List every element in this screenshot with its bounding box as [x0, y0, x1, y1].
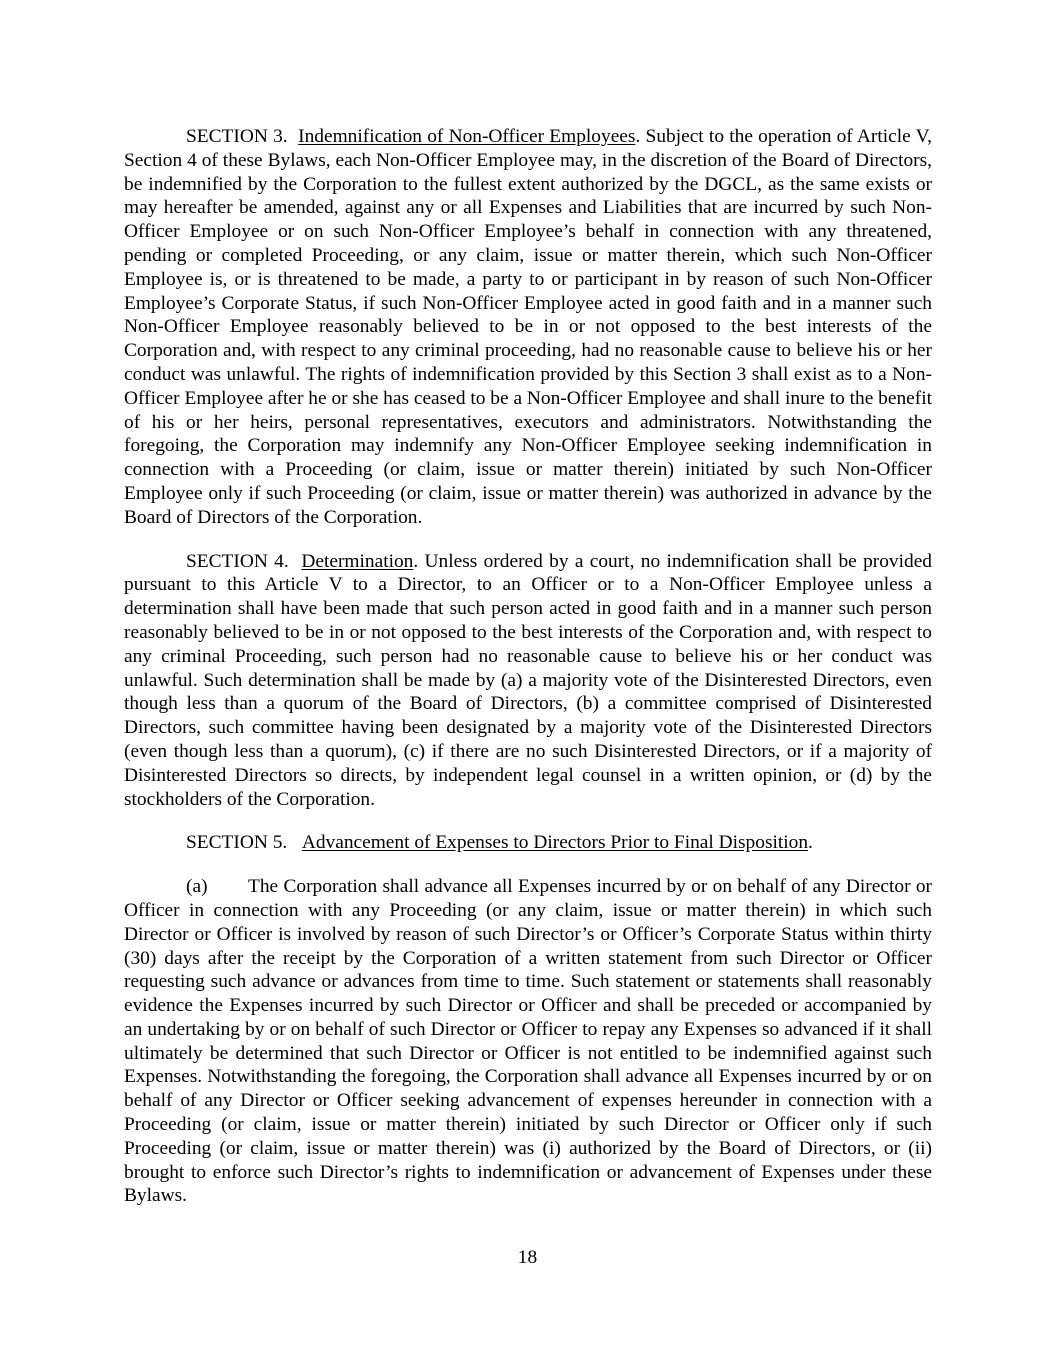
section-5a-body: The Corporation shall advance all Expenses incurred by or on behalf of any Director or Officer in connection with any Proceeding (or any claim, issue or matter therein) in which such Director or Officer is involved by reason of such Director’s or Officer’s Corporate Status within thirty (30) days after the receipt by the Corporation of a written statement from such Director or Officer requesting such advance or advances from time to time. Such statement or statements shall reasonably evidence the Expenses incurred by such Director or Officer and shall be preceded or accompanied by an undertaking by or on behalf of such Director or Officer to repay any Expenses so advanced if it shall ultimately be determined that such Director or Officer is not entitled to be indemnified against such Expenses. Notwithstanding the foregoing, the Corporation shall advance all Expenses incurred by or on behalf of any Director or Officer seeking advancement of expenses hereunder in connection with a Proceeding (or claim, issue or matter therein) initiated by such Director or Officer only if such Proceeding (or claim, issue or matter therein) was (i) authorized by the Board of Directors, or (ii) brought to enforce such Director’s rights to indemnification or advancement of Expenses under these Bylaws.	[124, 876, 932, 1207]
section-5a-label: (a)	[186, 876, 208, 898]
section-4-body: . Unless ordered by a court, no indemnification shall be provided pursuant to this Article V to a Director, to an Officer or to a Non-Officer Employee unless a determination shall have been made that such person acted in good faith and in a manner such person reasonably believed to be in or not opposed to the best interests of the Corporation and, with respect to any criminal Proceeding, such person had no reasonable cause to believe his or her conduct was unlawful. Such determination shall be made by (a) a majority vote of the Disinterested Directors, even though less than a quorum of the Board of Directors, (b) a committee comprised of Disinterested Directors, such committee having been designated by a majority vote of the Disinterested Directors (even though less than a quorum), (c) if there are no such Disinterested Directors, or if a majority of Disinterested Directors so directs, by independent legal counsel in a written opinion, or (d) by the stockholders of the Corporation.	[124, 550, 932, 810]
section-4-title: Determination	[301, 550, 414, 572]
section-3-title: Indemnification of Non-Officer Employees	[298, 126, 636, 147]
section-3-label: SECTION 3.	[186, 126, 288, 147]
section-4-label: SECTION 4.	[186, 550, 289, 572]
paragraph-spacer	[124, 811, 932, 831]
section-3-body: . Subject to the operation of Article V, Section 4 of these Bylaws, each Non-Officer Employee may, in the discretion of the Board of Directors, be indemnified by the Corporation to the fullest extent authorized by the DGCL, as the same exists or may hereafter be amended, against any or all Expenses and Liabilities that are incurred by such Non-Officer Employee or on such Non-Officer Employee’s behalf in connection with any threatened, pending or completed Proceeding, or any claim, issue or matter therein, which such Non-Officer Employee is, or is threatened to be made, a party to or participant in by reason of such Non-Officer Employee’s Corporate Status, if such Non-Officer Employee acted in good faith and in a manner such Non-Officer Employee reasonably believed to be in or not opposed to the best interests of the Corporation and, with respect to any criminal proceeding, had no reasonable cause to believe his or her conduct was unlawful. The rights of indemnification provided by this Section 3 shall exist as to a Non-Officer Employee after he or she has ceased to be a Non-Officer Employee and shall inure to the benefit of his or her heirs, personal representatives, executors and administrators. Notwithstanding the foregoing, the Corporation may indemnify any Non-Officer Employee seeking indemnification in connection with a Proceeding (or claim, issue or matter therein) initiated by such Non-Officer Employee only if such Proceeding (or claim, issue or matter therein) was authorized in advance by the Board of Directors of the Corporation.	[124, 126, 932, 528]
section-5a-paragraph	[124, 875, 932, 1208]
section-5-title: Advancement of Expenses to Directors Prior to Final Disposition	[301, 832, 809, 854]
section-5-heading	[124, 831, 932, 855]
section-5-title-end: .	[808, 832, 813, 854]
document-page	[124, 125, 932, 1208]
section-3-paragraph	[124, 125, 932, 530]
paragraph-spacer	[124, 530, 932, 550]
section-5-label: SECTION 5.	[186, 832, 288, 854]
paragraph-spacer	[124, 855, 932, 875]
section-4-paragraph	[124, 550, 932, 812]
page-number: 18	[517, 1247, 538, 1268]
